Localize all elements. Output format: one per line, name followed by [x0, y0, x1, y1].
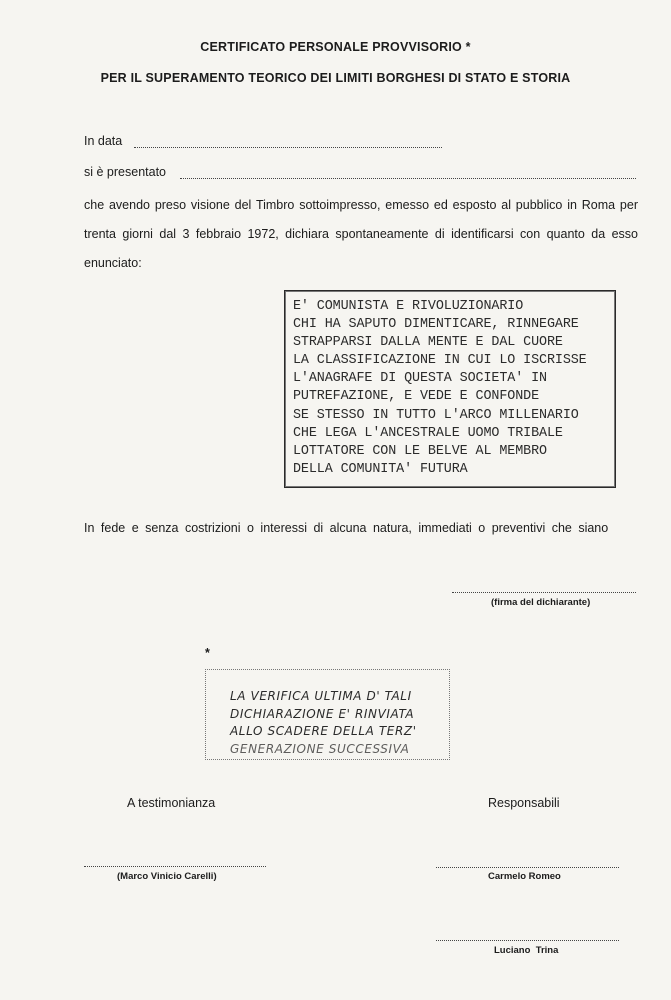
- responsible-signature-line-1[interactable]: [436, 867, 619, 868]
- declarant-signature-caption: (firma del dichiarante): [491, 597, 591, 608]
- presented-label: si è presentato: [84, 165, 166, 179]
- stamp-line: LOTTATORE CON LE BELVE AL MEMBRO: [293, 443, 547, 459]
- stamp-line: STRAPPARSI DALLA MENTE E DAL CUORE: [293, 335, 563, 351]
- responsible-signature-line-2[interactable]: [436, 940, 619, 941]
- stamp-line: CHE LEGA L'ANCESTRALE UOMO TRIBALE: [293, 425, 563, 441]
- stamp-line: PUTREFAZIONE, E VEDE E CONFONDE: [293, 389, 540, 405]
- title-text: CERTIFICATO PERSONALE PROVVISORIO: [200, 40, 462, 54]
- stamp-note-line: GENERAZIONE SUCCESSIVA: [230, 741, 410, 756]
- stamp-note-line: DICHIARAZIONE E' RINVIATA: [230, 706, 415, 721]
- responsible-name-1: Carmelo Romeo: [488, 871, 561, 882]
- stamp-line: SE STESSO IN TUTTO L'ARCO MILLENARIO: [293, 407, 579, 423]
- date-field[interactable]: [134, 147, 442, 148]
- verification-stamp: [205, 669, 450, 760]
- stamp-note-line: ALLO SCADERE DELLA TERZ': [230, 724, 417, 738]
- stamp-line: L'ANAGRAFE DI QUESTA SOCIETA' IN: [293, 371, 547, 387]
- faith-paragraph: In fede e senza costrizioni o interessi di alcuna natura, immediati o preventivi che siano: [84, 521, 609, 535]
- certificate-subtitle: PER IL SUPERAMENTO TEORICO DEI LIMITI BORGHESI DI STATO E STORIA: [100, 71, 571, 85]
- witness-label: A testimonianza: [127, 796, 216, 810]
- stamp-line: LA CLASSIFICAZIONE IN CUI LO ISCRISSE: [293, 353, 587, 369]
- date-label: In data: [84, 134, 123, 148]
- stamp-line: CHI HA SAPUTO DIMENTICARE, RINNEGARE: [293, 317, 579, 333]
- responsible-name-2: Luciano Trina: [494, 945, 559, 956]
- stamp-line: DELLA COMUNITA' FUTURA: [293, 461, 468, 477]
- main-stamp: [284, 290, 616, 488]
- footnote-marker: *: [205, 646, 210, 660]
- declaration-paragraph: che avendo preso visione del Timbro sottoimpresso, emesso ed esposto al pubblico in Roma per trenta giorni dal 3 febbraio 1972, dichiara spontaneamente di identificarsi con quanto da esso enunciato:: [84, 198, 638, 270]
- responsible-label: Responsabili: [488, 796, 560, 810]
- presented-field[interactable]: [180, 178, 636, 179]
- title-asterisk: *: [465, 40, 471, 54]
- stamp-note-line: LA VERIFICA ULTIMA D' TALI: [230, 689, 412, 703]
- witness-name: (Marco Vinicio Carelli): [117, 871, 217, 882]
- certificate-title: [0, 40, 671, 54]
- stamp-line: E' COMUNISTA E RIVOLUZIONARIO: [293, 299, 524, 314]
- witness-signature-line[interactable]: [84, 866, 266, 867]
- declarant-signature-line[interactable]: [452, 592, 636, 593]
